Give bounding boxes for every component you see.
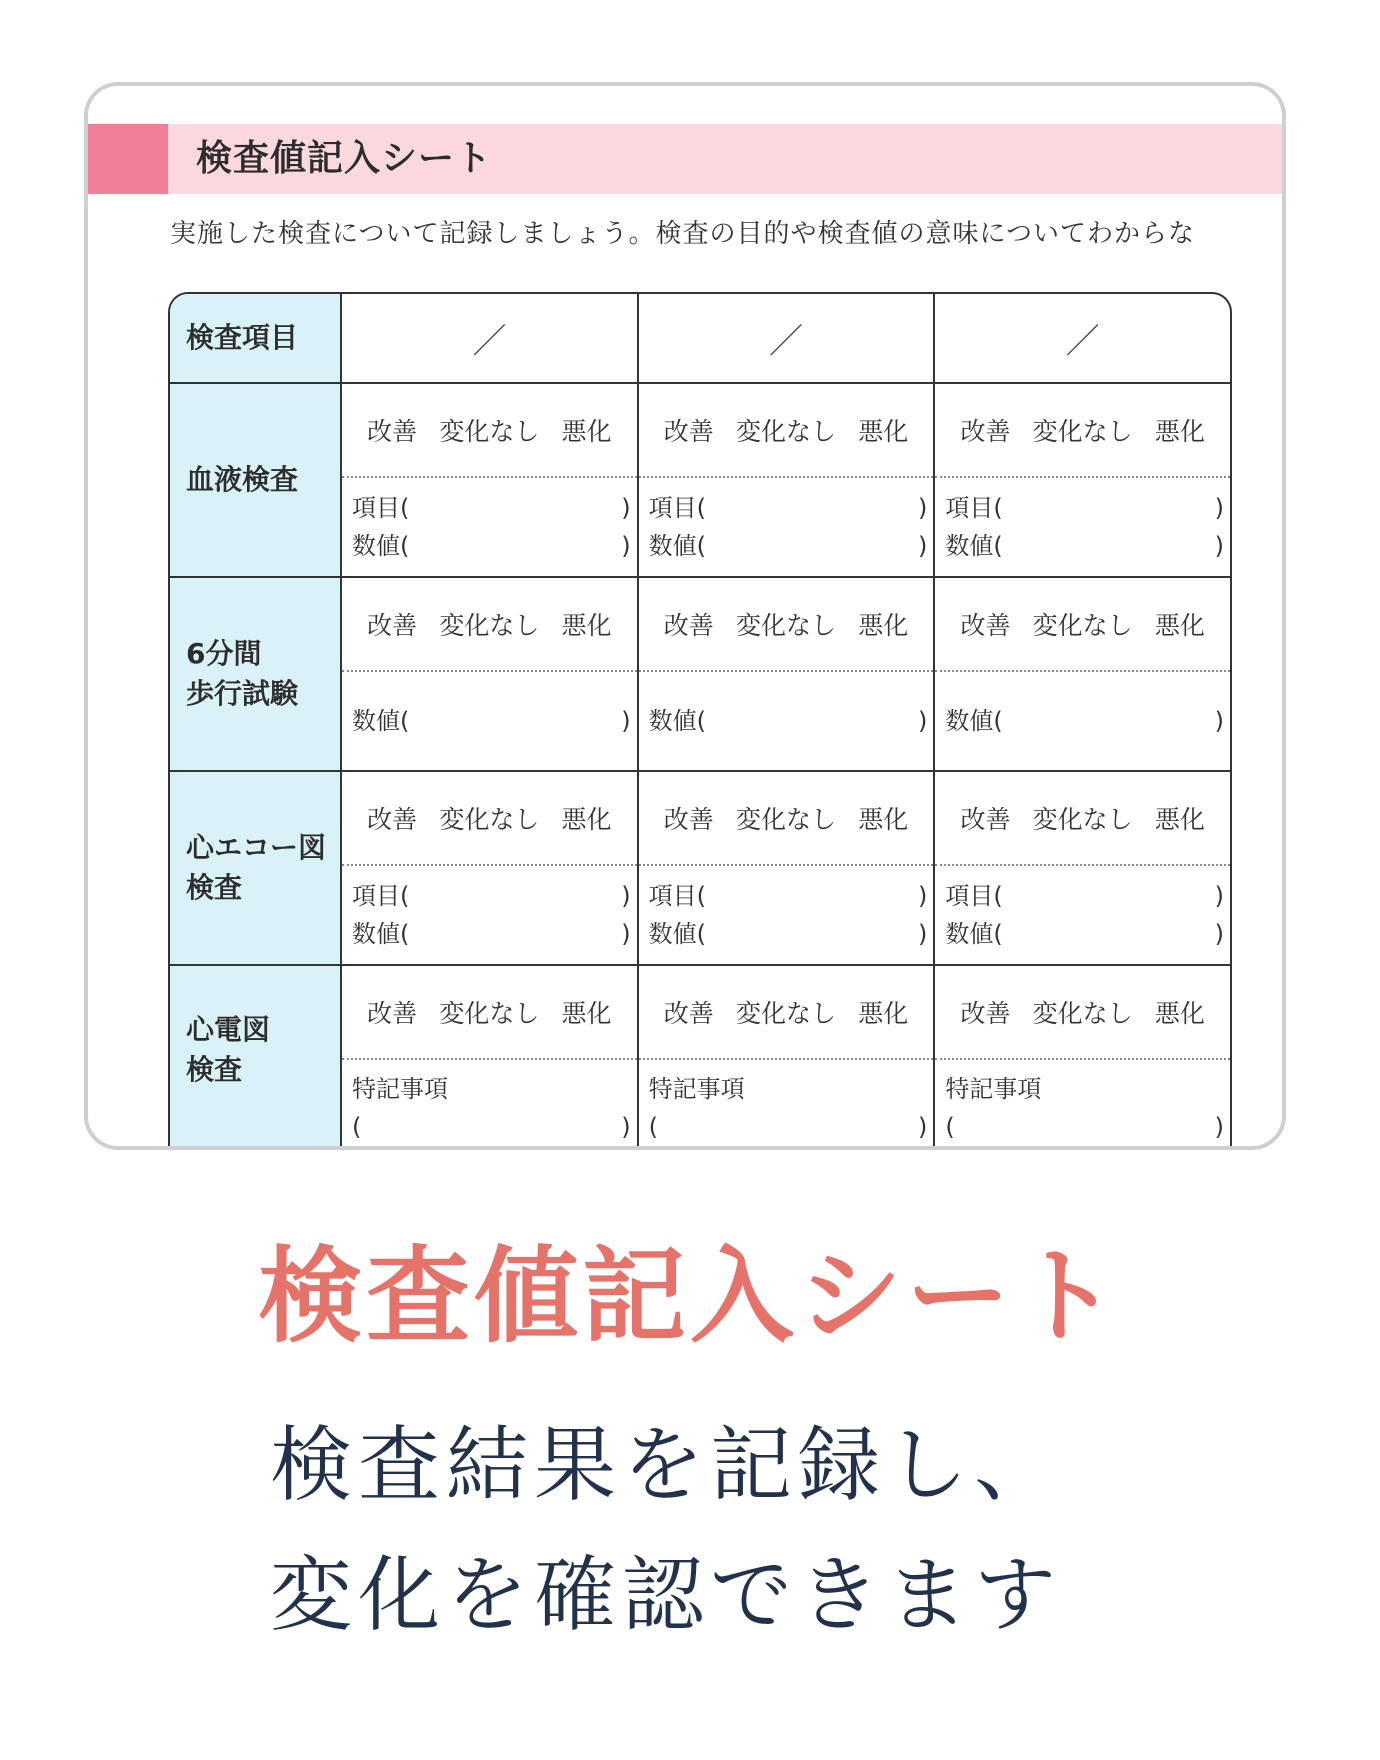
choice-improved: 改善: [367, 805, 418, 834]
promo-subtitle-line2: 変化を確認できます: [270, 1548, 1063, 1643]
item-field: [945, 489, 1224, 527]
table-row-echo-test: [170, 772, 1230, 966]
date-cell: [342, 294, 639, 382]
entry-cell: [935, 772, 1230, 964]
table-row-ecg-test: [170, 966, 1230, 1146]
sheet-preview-card: [84, 82, 1286, 1150]
close-paren: ): [621, 494, 631, 522]
choice-worse: 悪化: [1154, 611, 1205, 640]
row-label-walk-test: [170, 578, 342, 770]
promo-subtitle-line1: 検査結果を記録し、: [270, 1418, 1063, 1513]
close-paren: ): [1214, 494, 1225, 522]
entry-fields: [639, 478, 934, 576]
choice-worse: 悪化: [1154, 805, 1205, 834]
row-label-blood-test: [170, 384, 342, 576]
item-field: [649, 489, 928, 527]
value-field: [649, 527, 928, 565]
item-field: [945, 877, 1224, 915]
result-choices: [342, 966, 637, 1060]
value-field: [649, 702, 928, 740]
choice-unchanged: 変化なし: [439, 417, 540, 446]
close-paren: ): [1214, 920, 1225, 948]
row-label-ecg-test: [170, 966, 342, 1146]
date-slash: ／: [1065, 321, 1100, 362]
result-choices: [639, 384, 934, 478]
choice-worse: 悪化: [1154, 999, 1205, 1028]
entry-cell: [639, 966, 936, 1146]
row-label-text: 心エコー図: [186, 831, 327, 864]
open-paren: (: [945, 1113, 955, 1141]
close-paren: ): [621, 532, 631, 560]
value-field: [352, 702, 631, 740]
date-cell: [639, 294, 936, 382]
item-field: [352, 489, 631, 527]
date-slash: ／: [769, 321, 803, 362]
close-paren: ): [1214, 882, 1225, 910]
field-label: 項目(: [352, 882, 410, 910]
open-paren: (: [648, 1113, 659, 1141]
field-label: 数値(: [352, 707, 410, 735]
result-choices: [935, 384, 1230, 478]
close-paren: ): [1214, 1113, 1225, 1141]
choice-improved: 改善: [663, 999, 714, 1028]
entry-fields: [342, 672, 637, 770]
entry-fields: [935, 1060, 1230, 1146]
result-choices: [342, 384, 637, 478]
field-label: 特記事項: [945, 1075, 1042, 1103]
result-choices: [639, 578, 934, 672]
sheet-title: 検査値記入シート: [196, 138, 493, 179]
field-label: 数値(: [945, 920, 1003, 948]
field-label: 数値(: [648, 532, 707, 560]
choice-worse: 悪化: [561, 611, 612, 640]
field-label: 特記事項: [352, 1075, 448, 1103]
field-label: 数値(: [945, 707, 1003, 735]
value-field: [649, 915, 928, 953]
result-choices: [935, 966, 1230, 1060]
choice-worse: 悪化: [858, 611, 909, 640]
field-label: 項目(: [352, 494, 410, 522]
choice-worse: 悪化: [561, 417, 612, 446]
value-field: [945, 527, 1224, 565]
result-choices: [639, 772, 934, 866]
note-field: [945, 1070, 1224, 1108]
close-paren: ): [917, 882, 928, 910]
close-paren: ): [917, 920, 928, 948]
close-paren: ): [621, 882, 631, 910]
entry-fields: [639, 672, 934, 770]
choice-improved: 改善: [367, 417, 418, 446]
choice-improved: 改善: [960, 417, 1011, 446]
sheet-header: [88, 124, 1282, 194]
entry-cell: [342, 772, 639, 964]
close-paren: ): [621, 707, 631, 735]
entry-cell: [639, 578, 936, 770]
close-paren: ): [621, 920, 631, 948]
choice-unchanged: 変化なし: [439, 611, 540, 640]
choice-unchanged: 変化なし: [735, 805, 836, 834]
field-label: 項目(: [945, 494, 1003, 522]
entry-fields: [935, 478, 1230, 576]
result-choices: [935, 772, 1230, 866]
choice-worse: 悪化: [561, 805, 612, 834]
entry-fields: [935, 866, 1230, 964]
choice-improved: 改善: [367, 999, 418, 1028]
entry-cell: [935, 384, 1230, 576]
choice-improved: 改善: [367, 611, 418, 640]
choice-improved: 改善: [663, 417, 714, 446]
choice-unchanged: 変化なし: [1032, 805, 1133, 834]
entry-cell: [935, 578, 1230, 770]
entry-cell: [639, 772, 936, 964]
choice-unchanged: 変化なし: [1032, 417, 1133, 446]
field-label: 数値(: [648, 707, 707, 735]
choice-unchanged: 変化なし: [439, 999, 540, 1028]
field-label: 項目(: [648, 882, 707, 910]
result-choices: [639, 966, 934, 1060]
row-label-text: 血液検査: [186, 463, 299, 496]
field-label: 数値(: [945, 532, 1003, 560]
entry-cell: [639, 384, 936, 576]
choice-unchanged: 変化なし: [1032, 611, 1133, 640]
choice-improved: 改善: [960, 999, 1011, 1028]
field-label: 項目(: [945, 882, 1003, 910]
choice-improved: 改善: [960, 805, 1011, 834]
choice-unchanged: 変化なし: [735, 611, 836, 640]
note-field: [352, 1070, 631, 1108]
choice-unchanged: 変化なし: [1032, 999, 1133, 1028]
close-paren: ): [917, 1113, 928, 1141]
record-table: [168, 292, 1232, 1146]
close-paren: ): [1214, 707, 1225, 735]
result-choices: [342, 772, 637, 866]
value-field: [352, 915, 631, 953]
item-field: [649, 877, 928, 915]
close-paren: ): [917, 707, 928, 735]
entry-cell: [342, 384, 639, 576]
row-label-text: 6分間: [186, 637, 262, 670]
result-choices: [342, 578, 637, 672]
choice-worse: 悪化: [858, 417, 909, 446]
entry-fields: [639, 1060, 934, 1146]
close-paren: ): [917, 494, 928, 522]
note-field: [649, 1070, 928, 1108]
entry-cell: [342, 966, 639, 1146]
field-label: 数値(: [648, 920, 707, 948]
row-label-echo-test: [170, 772, 342, 964]
choice-unchanged: 変化なし: [735, 999, 836, 1028]
date-cell: [935, 294, 1230, 382]
entry-fields: [639, 866, 934, 964]
choice-worse: 悪化: [1154, 417, 1205, 446]
field-label: 数値(: [352, 532, 410, 560]
entry-fields: [935, 672, 1230, 770]
item-field: [352, 877, 631, 915]
row-label-text: 検査: [186, 1053, 243, 1086]
close-paren: ): [1214, 532, 1225, 560]
choice-unchanged: 変化なし: [735, 417, 836, 446]
row-label-text: 検査: [186, 871, 243, 904]
table-row-walk-test: [170, 578, 1230, 772]
date-slash: ／: [472, 321, 507, 362]
choice-improved: 改善: [960, 611, 1011, 640]
value-field: [945, 915, 1224, 953]
promo-title: 検査値記入シート: [257, 1235, 1122, 1357]
row-label-header: 検査項目: [170, 294, 342, 382]
note-paren-line: [649, 1108, 928, 1146]
row-label-text: 心電図: [186, 1013, 271, 1046]
table-header-row: [170, 294, 1230, 384]
entry-fields: [342, 866, 637, 964]
field-label: 特記事項: [648, 1075, 745, 1103]
entry-cell: [935, 966, 1230, 1146]
close-paren: ): [917, 532, 928, 560]
value-field: [352, 527, 631, 565]
header-accent-bar: [88, 124, 168, 194]
choice-improved: 改善: [663, 805, 714, 834]
note-paren-line: [945, 1108, 1224, 1146]
open-paren: (: [352, 1113, 362, 1141]
choice-worse: 悪化: [561, 999, 612, 1028]
choice-worse: 悪化: [858, 805, 909, 834]
value-field: [945, 702, 1224, 740]
close-paren: ): [621, 1113, 631, 1141]
field-label: 数値(: [352, 920, 410, 948]
note-paren-line: [352, 1108, 631, 1146]
table-row-blood-test: [170, 384, 1230, 578]
result-choices: [935, 578, 1230, 672]
sheet-intro-text: 実施した検査について記録しましょう。検査の目的や検査値の意味についてわからな: [170, 219, 1195, 249]
entry-fields: [342, 1060, 637, 1146]
row-label-text: 歩行試験: [186, 677, 299, 710]
choice-worse: 悪化: [858, 999, 909, 1028]
choice-unchanged: 変化なし: [439, 805, 540, 834]
field-label: 項目(: [648, 494, 707, 522]
entry-cell: [342, 578, 639, 770]
choice-improved: 改善: [663, 611, 714, 640]
entry-fields: [342, 478, 637, 576]
